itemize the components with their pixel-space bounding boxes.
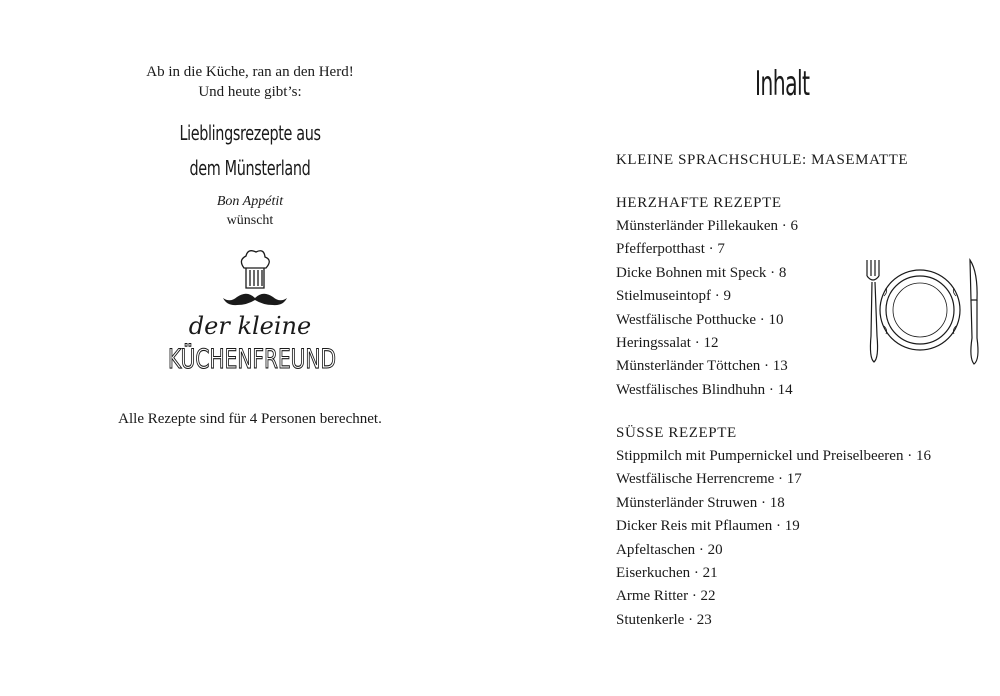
toc-entry[interactable]: Westfälische Herrencreme · 17 [616,471,802,487]
kuechenfreund-logo [160,248,394,383]
toc-entry[interactable]: Heringssalat · 12 [616,335,719,351]
fork-icon [867,260,879,362]
toc-entry[interactable]: Münsterländer Pillekauken · 6 [616,218,799,234]
section-heading: HERZHAFTE REZEPTE [616,195,782,211]
logo-line-1: der kleine [188,312,312,340]
place-setting-illustration [862,256,984,368]
plate-icon [880,270,960,350]
knife-icon [970,260,978,364]
book-title-text-2: dem Münsterland [189,156,311,180]
logo-line-2: KÜCHENFREUND [168,344,394,375]
toc-entry[interactable]: Münsterländer Struwen · 18 [616,495,785,511]
chef-hat-icon [241,251,269,288]
toc-title: Inhalt [755,64,810,104]
toc-entry[interactable]: Dicke Bohnen mit Speck · 8 [616,265,787,281]
toc-entry[interactable]: Stutenkerle · 23 [616,612,712,628]
mustache-icon [223,294,287,305]
toc-entry[interactable]: Arme Ritter · 22 [616,588,716,604]
intro-text [0,62,500,102]
book-title-text-1: Lieblingsrezepte aus [179,121,321,145]
section-heading: SÜSSE REZEPTE [616,425,737,441]
bon-appetit: Bon Appétit [216,194,284,209]
toc-entry[interactable]: Westfälisches Blindhuhn · 14 [616,382,793,398]
toc-entry[interactable]: Westfälische Potthucke · 10 [616,312,784,328]
wish-text [0,192,500,230]
toc-entry[interactable]: Eiserkuchen · 21 [616,565,718,581]
toc-entry[interactable]: Dicker Reis mit Pflaumen · 19 [616,518,800,534]
portion-note: Alle Rezepte sind für 4 Personen berechnet. [118,411,382,427]
toc-entry[interactable]: Stielmuseintopf · 9 [616,288,731,304]
intro-line-2: Und heute gibt’s: [198,84,302,100]
right-page [500,0,1000,696]
section-heading: KLEINE SPRACHSCHULE: MASEMATTE [616,152,909,168]
toc-entry[interactable]: Münsterländer Töttchen · 13 [616,358,788,374]
wuenscht: wünscht [226,213,274,228]
intro-line-1: Ab in die Küche, ran an den Herd! [146,64,354,80]
toc-entry[interactable]: Pfefferpotthast · 7 [616,241,725,257]
toc-entry[interactable]: Apfeltaschen · 20 [616,542,723,558]
book-title-line-2 [0,150,500,189]
toc-entry[interactable]: Stippmilch mit Pumpernickel und Preiselbeeren · 16 [616,448,931,464]
book-title-line-1 [0,115,500,154]
